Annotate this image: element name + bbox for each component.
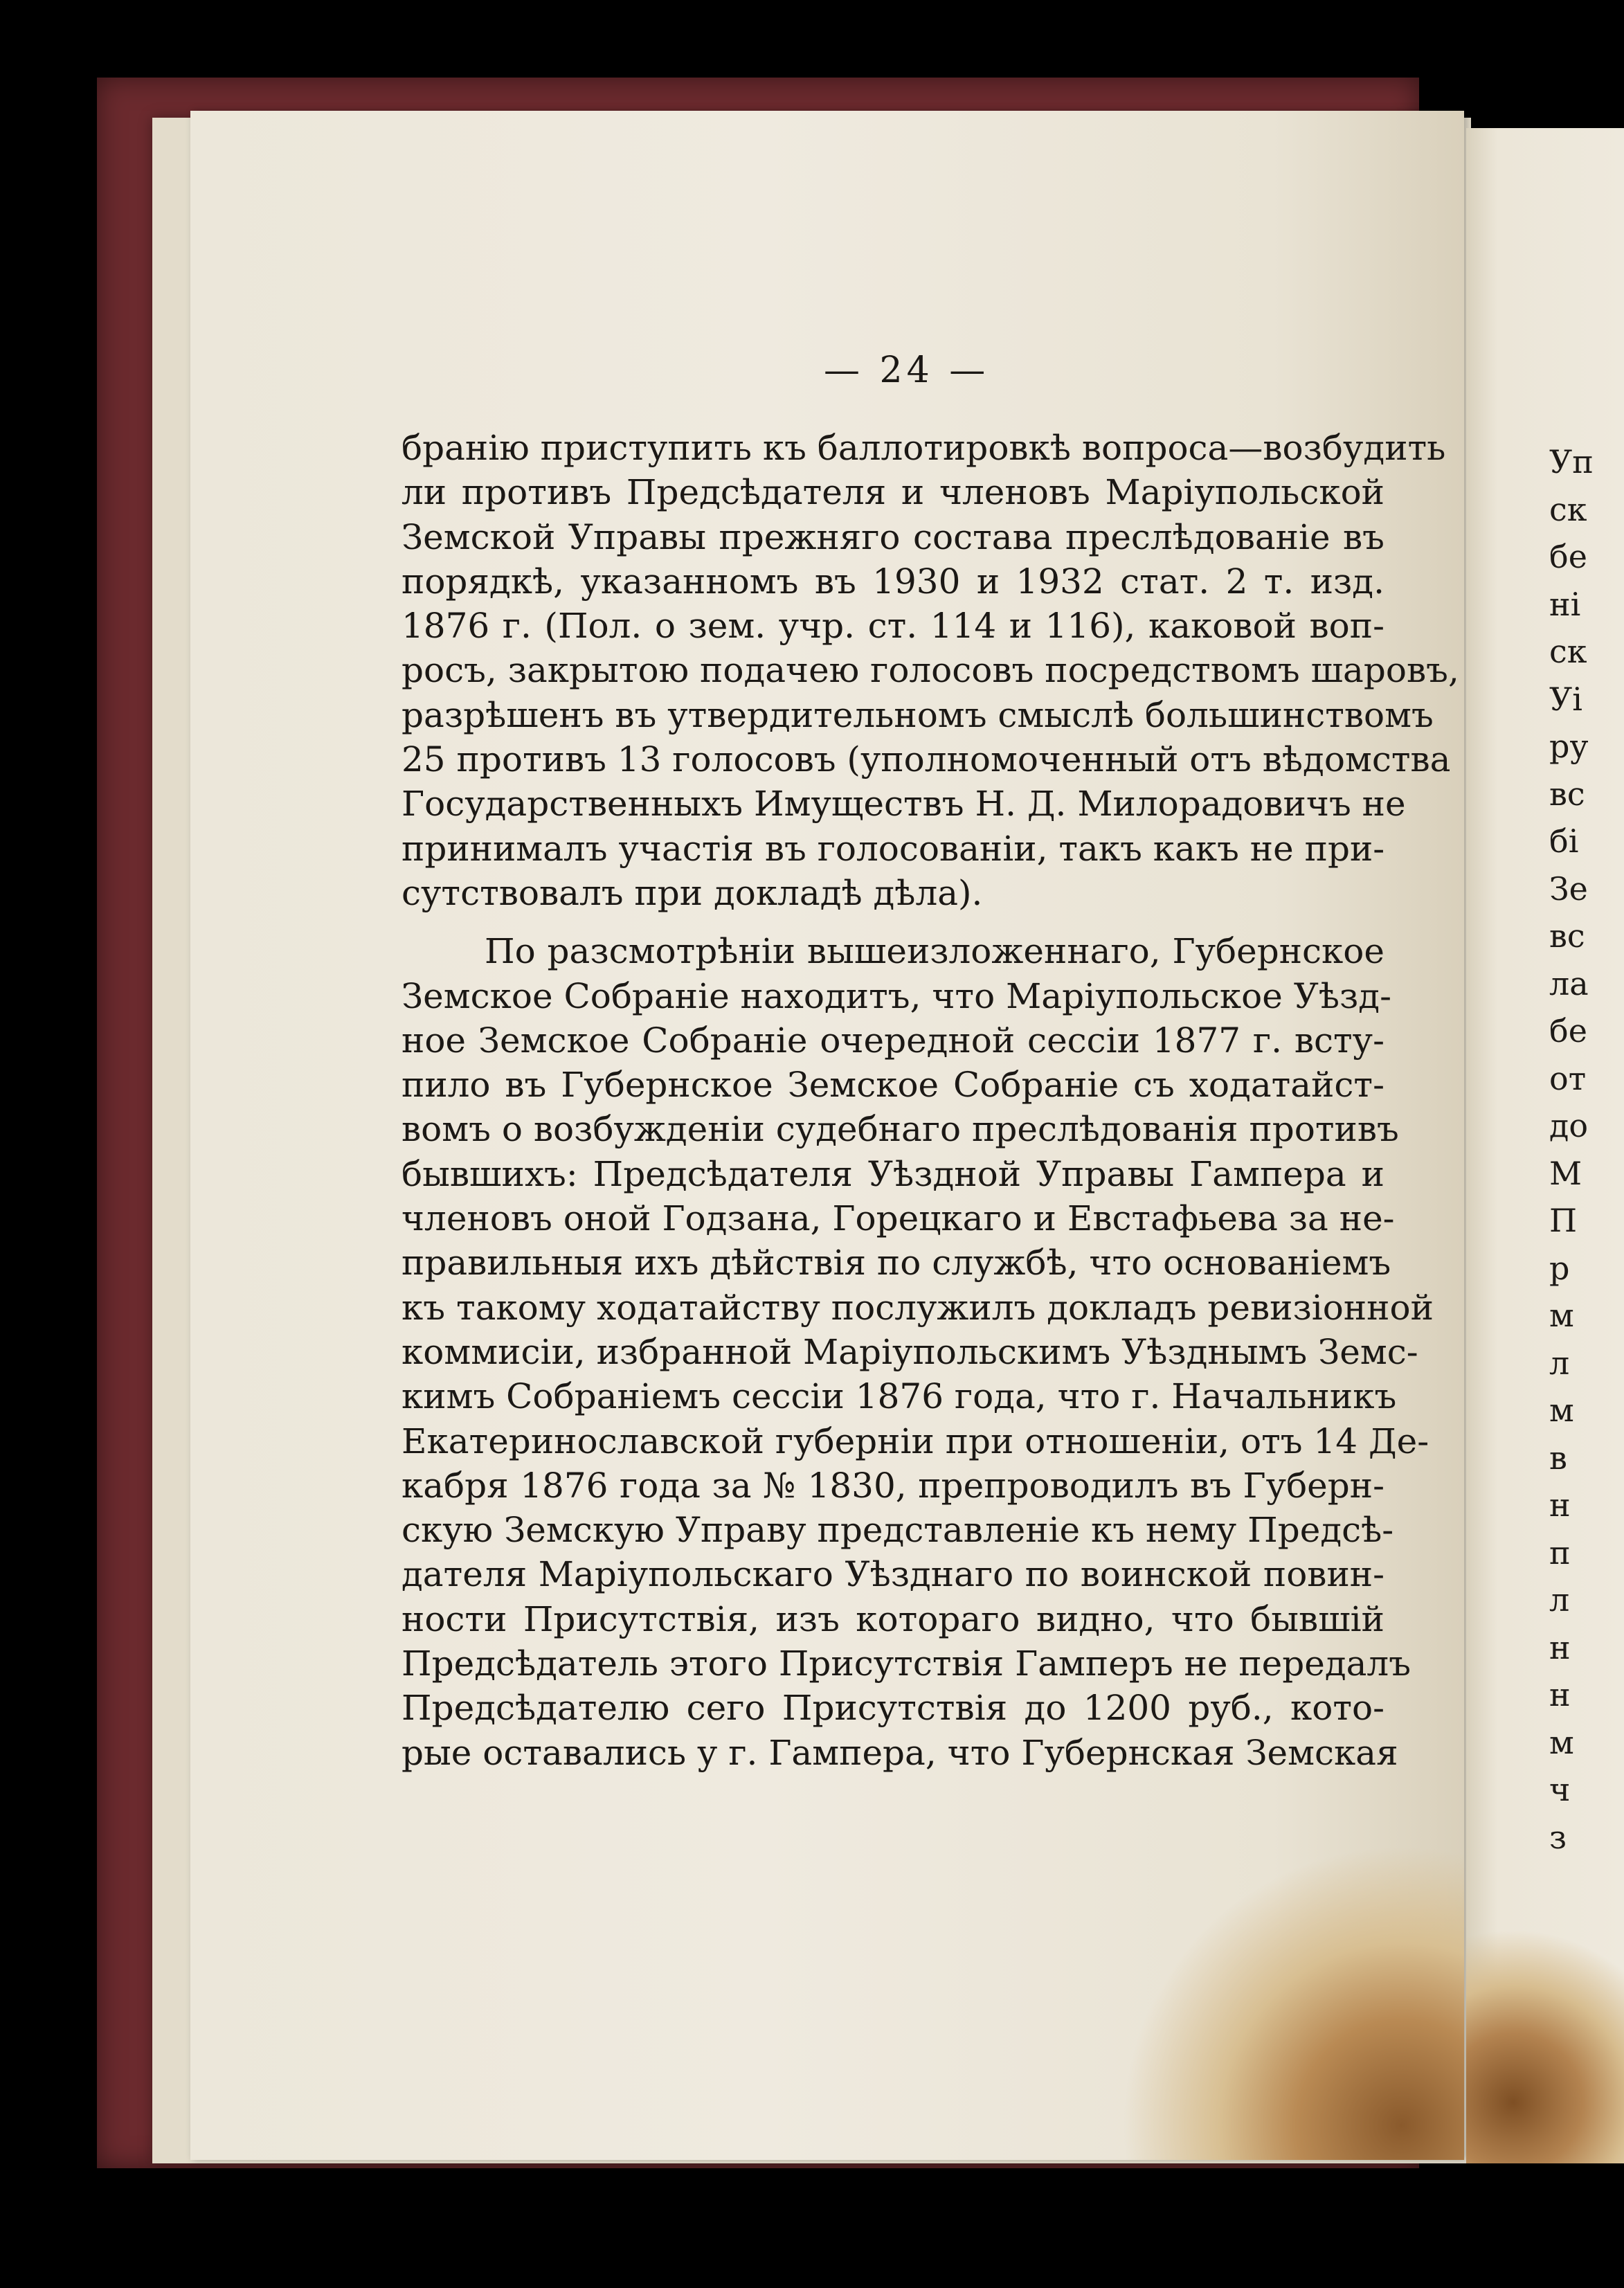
next-page-fragment: п xyxy=(1549,1533,1571,1571)
next-page-fragment: м xyxy=(1549,1297,1574,1334)
text-line: Предсѣдатель этого Присутствія Гамперъ не передалъ xyxy=(402,1643,1411,1684)
text-line: вомъ о возбужденіи судебнаго преслѣдованія противъ xyxy=(402,1109,1399,1150)
page-number: — 24 — xyxy=(824,350,990,391)
next-page-fragment: з xyxy=(1549,1818,1567,1856)
text-line: росъ, закрытою подачею голосовъ посредствомъ шаровъ, xyxy=(402,650,1459,691)
burn-stain xyxy=(1063,1786,1464,2160)
next-page-fragment: ру xyxy=(1549,728,1589,765)
text-line: Екатеринославской губерніи при отношеніи, отъ 14 Де- xyxy=(402,1421,1429,1461)
next-page-fragment: П xyxy=(1549,1202,1578,1239)
next-page-fragment: бе xyxy=(1549,538,1587,575)
next-page-fragment: ла xyxy=(1549,964,1589,1002)
text-line: бывшихъ: Предсѣдателя Уѣздной Управы Гампера и xyxy=(402,1153,1384,1194)
text-line: ли противъ Предсѣдателя и членовъ Маріупольской xyxy=(402,472,1384,513)
text-line: Земской Управы прежняго состава преслѣдованіе въ xyxy=(402,516,1384,557)
text-line: 1876 г. (Пол. о зем. учр. ст. 114 и 116), каковой воп- xyxy=(402,606,1384,647)
next-page-fragment: м xyxy=(1549,1391,1574,1429)
body-text xyxy=(402,426,1459,1775)
text-line: рые оставались у г. Гампера, что Губернская Земская xyxy=(402,1732,1398,1773)
text-line: принималъ участія въ голосованіи, такъ какъ не при- xyxy=(402,828,1385,869)
text-line: Предсѣдателю сего Присутствія до 1200 руб., кото- xyxy=(402,1688,1384,1729)
text-line: дателя Маріупольскаго Уѣзднаго по воинской повин- xyxy=(402,1554,1384,1595)
text-line: ности Присутствія, изъ котораго видно, что бывшій xyxy=(402,1598,1384,1639)
paragraph-gap xyxy=(402,915,1384,929)
next-page-fragment: ч xyxy=(1549,1771,1571,1808)
text-line: кимъ Собраніемъ сессіи 1876 года, что г. Начальникъ xyxy=(402,1376,1397,1417)
next-page-fragment: р xyxy=(1549,1249,1570,1287)
next-page-fragment: л xyxy=(1549,1581,1570,1619)
text-line: 25 противъ 13 голосовъ (уполномоченный отъ вѣдомства xyxy=(402,739,1451,780)
next-page-fragment: м xyxy=(1549,1723,1574,1761)
text-line: членовъ оной Годзана, Горецкаго и Евстафьева за не- xyxy=(402,1198,1395,1239)
text-line: бранію приступить къ баллотировкѣ вопроса—возбудить xyxy=(402,428,1446,468)
next-page-fragment: ск xyxy=(1549,633,1587,670)
next-page-fragment: ні xyxy=(1549,585,1581,623)
text-line: Государственныхъ Имуществъ Н. Д. Милорадовичъ не xyxy=(402,784,1406,825)
next-page-fragment: вс xyxy=(1549,917,1585,955)
next-page-fragment: в xyxy=(1549,1439,1567,1477)
text-line: Земское Собраніе находитъ, что Маріупольское Уѣзд- xyxy=(402,975,1391,1016)
next-page-fragment: н xyxy=(1549,1676,1571,1713)
next-page-fragment: л xyxy=(1549,1344,1570,1382)
text-line: къ такому ходатайству послужилъ докладъ ревизіонной xyxy=(402,1287,1434,1328)
next-page-fragment: вс xyxy=(1549,775,1585,813)
text-line: порядкѣ, указанномъ въ 1930 и 1932 стат. 2 т. изд. xyxy=(402,561,1384,602)
next-page-fragment: ск xyxy=(1549,490,1587,528)
next-page-fragment: до xyxy=(1549,1107,1589,1144)
next-page-fragment: бе xyxy=(1549,1012,1587,1050)
next-page-fragment: от xyxy=(1549,1059,1587,1097)
next-page-burn-stain xyxy=(1466,1886,1624,2163)
text-line: пило въ Губернское Земское Собраніе съ ходатайст- xyxy=(402,1065,1384,1106)
next-page-fragment: М xyxy=(1549,1154,1582,1192)
text-line: кабря 1876 года за № 1830, препроводилъ въ Губерн- xyxy=(402,1465,1384,1506)
text-line: По разсмотрѣніи вышеизложеннаго, Губернское xyxy=(485,931,1384,972)
text-line: ное Земское Собраніе очередной сессіи 1877 г. всту- xyxy=(402,1020,1384,1061)
next-page-fragment: Зе xyxy=(1549,870,1588,908)
text-line: сутствовалъ при докладѣ дѣла). xyxy=(402,872,983,913)
next-page-fragment: н xyxy=(1549,1486,1571,1524)
text-line: разрѣшенъ въ утвердительномъ смыслѣ большинствомъ xyxy=(402,694,1434,735)
text-line: правильныя ихъ дѣйствія по службѣ, что основаніемъ xyxy=(402,1243,1391,1283)
next-page-fragment: н xyxy=(1549,1628,1571,1666)
text-line: скую Земскую Управу представленіе къ нему Предсѣ- xyxy=(402,1510,1394,1551)
next-page-fragment: Уп xyxy=(1549,443,1594,480)
next-page-fragment: бі xyxy=(1549,822,1579,860)
text-line: коммисіи, избранной Маріупольскимъ Уѣзднымъ Земс- xyxy=(402,1331,1418,1372)
next-page-edge xyxy=(1466,128,1624,2163)
next-page-fragment: Уі xyxy=(1549,680,1582,718)
